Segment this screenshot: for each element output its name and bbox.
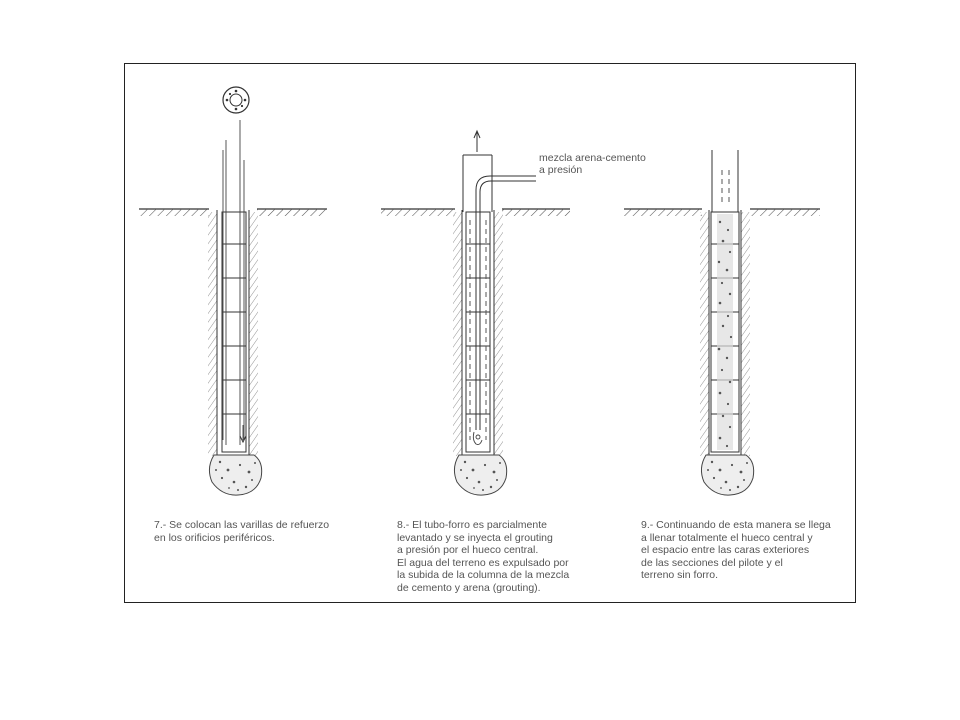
caption-line: 9.- Continuando de esta manera se llega [641,519,831,531]
grout-callout-label [539,152,646,176]
caption-step-7 [154,519,329,544]
caption-line: el espacio entre las caras exteriores [641,544,810,556]
caption-line: El agua del terreno es expulsado por [397,556,569,569]
caption-line: a presión por el hueco central. [397,544,539,556]
caption-step-8 [397,519,569,594]
caption-line: terreno sin forro. [641,569,719,581]
caption-line: levantado y se inyecta el grouting [397,531,553,544]
caption-line: 7.- Se colocan las varillas de refuerzo [154,519,330,531]
callout-line: mezcla arena-cemento [539,152,646,164]
callout-line: a presión [539,164,583,176]
caption-line: 8.- El tubo-forro es parcialmente [397,519,547,531]
caption-line: en los orificios periféricos. [154,531,275,544]
caption-line: a llenar totalmente el hueco central y [641,531,813,544]
caption-line: la subida de la columna de la mezcla [397,569,570,581]
caption-line: de las secciones del pilote y el [641,556,783,569]
caption-line: de cemento y arena (grouting). [397,581,541,594]
caption-step-9 [641,519,831,582]
